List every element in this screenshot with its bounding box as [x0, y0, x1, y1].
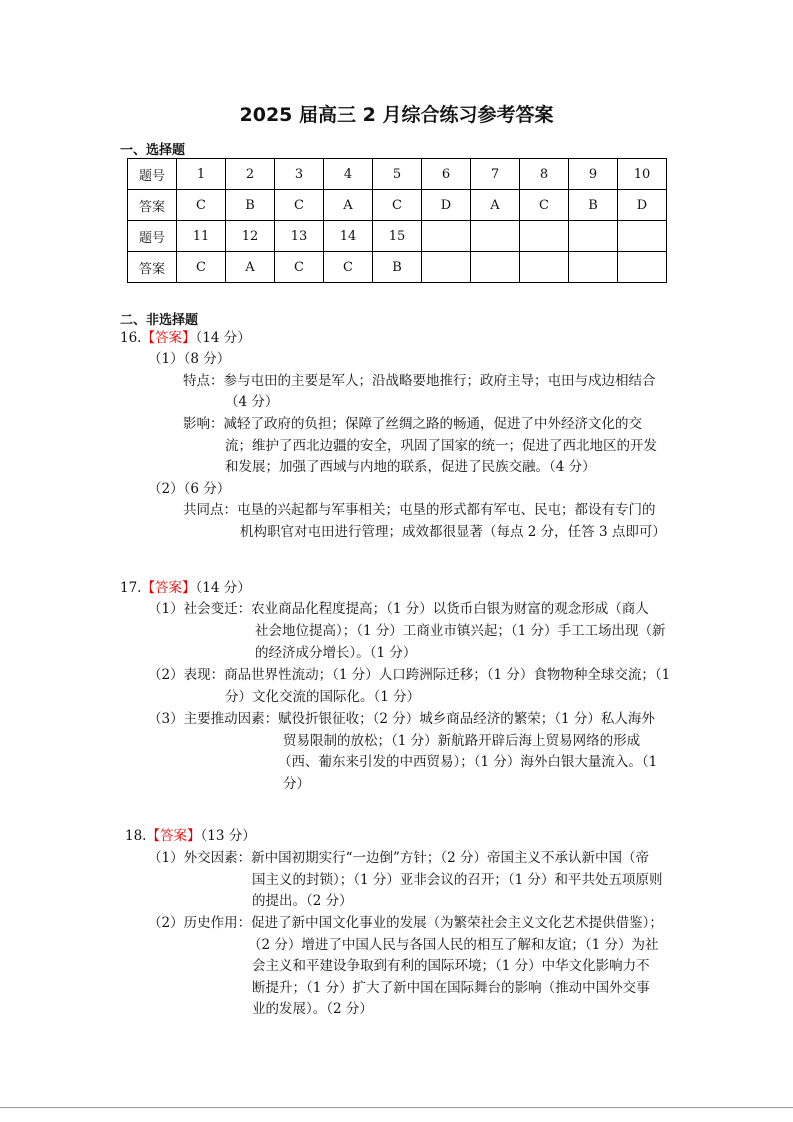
table-cell: A [226, 252, 275, 283]
table-cell: 15 [373, 221, 422, 252]
table-cell: 9 [569, 159, 618, 190]
question-number: 16. [120, 330, 142, 346]
table-cell: C [275, 190, 324, 221]
q16-part2: （2）（6 分） [148, 481, 231, 497]
table-cell [569, 252, 618, 283]
row-header-cell: 题号 [128, 159, 177, 190]
q16-line: （4 分） [225, 394, 279, 410]
table-cell: 12 [226, 221, 275, 252]
table-cell [471, 252, 520, 283]
table-cell: 1 [177, 159, 226, 190]
table-row [128, 190, 667, 221]
q18-line: 会主义和平建设争取到有利的国际环境；（1 分）中华文化影响力不 [252, 958, 650, 974]
q18-line: 国主义的封锁）；（1 分）亚非会议的召开；（1 分）和平共处五项原则 [252, 872, 663, 888]
q17-line: （3）主要推动因素：赋役折银征收；（2 分）城乡商品经济的繁荣；（1 分）私人海外 [148, 711, 655, 727]
row-header-cell: 题号 [128, 221, 177, 252]
q16-line: 特点：参与屯田的主要是军人；沿战略要地推行；政府主导；屯田与戍边相结合 [183, 373, 656, 389]
table-cell: 14 [324, 221, 373, 252]
table-cell: C [324, 252, 373, 283]
q16-line: 影响：减轻了政府的负担；保障了丝绸之路的畅通，促进了中外经济文化的交 [183, 416, 642, 432]
table-cell [422, 252, 471, 283]
question-score: （14 分） [195, 330, 251, 346]
table-cell [520, 221, 569, 252]
table-cell [569, 221, 618, 252]
table-cell: A [324, 190, 373, 221]
table-cell: 5 [373, 159, 422, 190]
table-cell: B [373, 252, 422, 283]
row-header-cell: 答案 [128, 252, 177, 283]
question-16-header [120, 328, 251, 348]
table-cell: D [618, 190, 667, 221]
table-cell: C [520, 190, 569, 221]
table-cell: 4 [324, 159, 373, 190]
table-cell: B [569, 190, 618, 221]
table-cell: 6 [422, 159, 471, 190]
q17-line: 贸易限制的放松；（1 分）新航路开辟后海上贸易网络的形成 [283, 733, 641, 749]
question-score: （13 分） [200, 828, 256, 844]
table-cell: A [471, 190, 520, 221]
table-cell [520, 252, 569, 283]
table-cell: D [422, 190, 471, 221]
question-number: 18. [125, 828, 147, 844]
question-score: （14 分） [195, 580, 251, 596]
answer-label: 【答案】 [141, 330, 196, 346]
table-row [128, 159, 667, 190]
table-cell [471, 221, 520, 252]
q16-line: 流；维护了西北边疆的安全，巩固了国家的统一；促进了西北地区的开发 [225, 438, 657, 454]
question-17-header [120, 578, 251, 598]
q18-line: 断提升；（1 分）扩大了新中国在国际舞台的影响（推动中国外交事 [252, 980, 650, 996]
table-cell: C [275, 252, 324, 283]
table-cell [618, 221, 667, 252]
q18-line: （2 分）增进了中国人民与各国人民的相互了解和友谊；（1 分）为社 [248, 937, 659, 953]
row-header-cell: 答案 [128, 190, 177, 221]
q16-line: 和发展；加强了西域与内地的联系，促进了民族交融。（4 分） [225, 459, 596, 475]
page-title: 2025 届高三 2 月综合练习参考答案 [239, 104, 554, 126]
answer-label: 【答案】 [141, 580, 196, 596]
q17-line: 社会地位提高）；（1 分）工商业市镇兴起；（1 分）手工工场出现（新 [255, 623, 666, 639]
section-heading-nonchoice: 二、非选择题 [120, 313, 199, 328]
table-cell: 11 [177, 221, 226, 252]
answer-table [127, 158, 667, 283]
table-cell [618, 252, 667, 283]
table-cell: 2 [226, 159, 275, 190]
table-cell: C [177, 190, 226, 221]
table-cell [422, 221, 471, 252]
question-18-header [125, 826, 256, 846]
table-row [128, 252, 667, 283]
q17-line: 的经济成分增长）。（1 分） [255, 645, 417, 661]
q16-part1: （1）（8 分） [148, 351, 231, 367]
page-bottom-divider [0, 1107, 793, 1108]
q17-line: 分）文化交流的国际化。（1 分） [225, 689, 421, 705]
q16-line: 共同点：屯垦的兴起都与军事相关；屯垦的形式都有军屯、民屯；都设有专门的 [183, 502, 656, 518]
q17-line: （西、葡东来引发的中西贸易）；（1 分）海外白银大量流入。（1 [278, 754, 658, 770]
table-row [128, 221, 667, 252]
table-cell: 7 [471, 159, 520, 190]
section-heading-choice: 一、选择题 [120, 143, 186, 158]
table-cell: 8 [520, 159, 569, 190]
q17-line: 分） [283, 776, 310, 792]
q18-line: （1）外交因素：新中国初期实行“一边倒”方针；（2 分）帝国主义不承认新中国（帝 [148, 850, 650, 866]
q17-line: （2）表现：商品世界性流动；（1 分）人口跨洲际迁移；（1 分）食物物种全球交流；（1 [148, 667, 671, 683]
q18-line: （2）历史作用：促进了新中国文化事业的发展（为繁荣社会主义文化艺术提供借鉴）； [148, 915, 663, 931]
table-cell: 3 [275, 159, 324, 190]
table-cell: B [226, 190, 275, 221]
q16-line: 机构职官对屯田进行管理；成效都很显著（每点 2 分，任答 3 点即可） [240, 524, 666, 540]
q18-line: 业的发展）。（2 分） [252, 1001, 373, 1017]
q18-line: 的提出。（2 分） [252, 893, 353, 909]
question-number: 17. [120, 580, 142, 596]
q17-line: （1）社会变迁：农业商品化程度提高；（1 分）以货币白银为财富的观念形成（商人 [148, 601, 649, 617]
table-cell: 13 [275, 221, 324, 252]
table-cell: C [177, 252, 226, 283]
table-cell: 10 [618, 159, 667, 190]
answer-label: 【答案】 [146, 828, 201, 844]
table-cell: C [373, 190, 422, 221]
